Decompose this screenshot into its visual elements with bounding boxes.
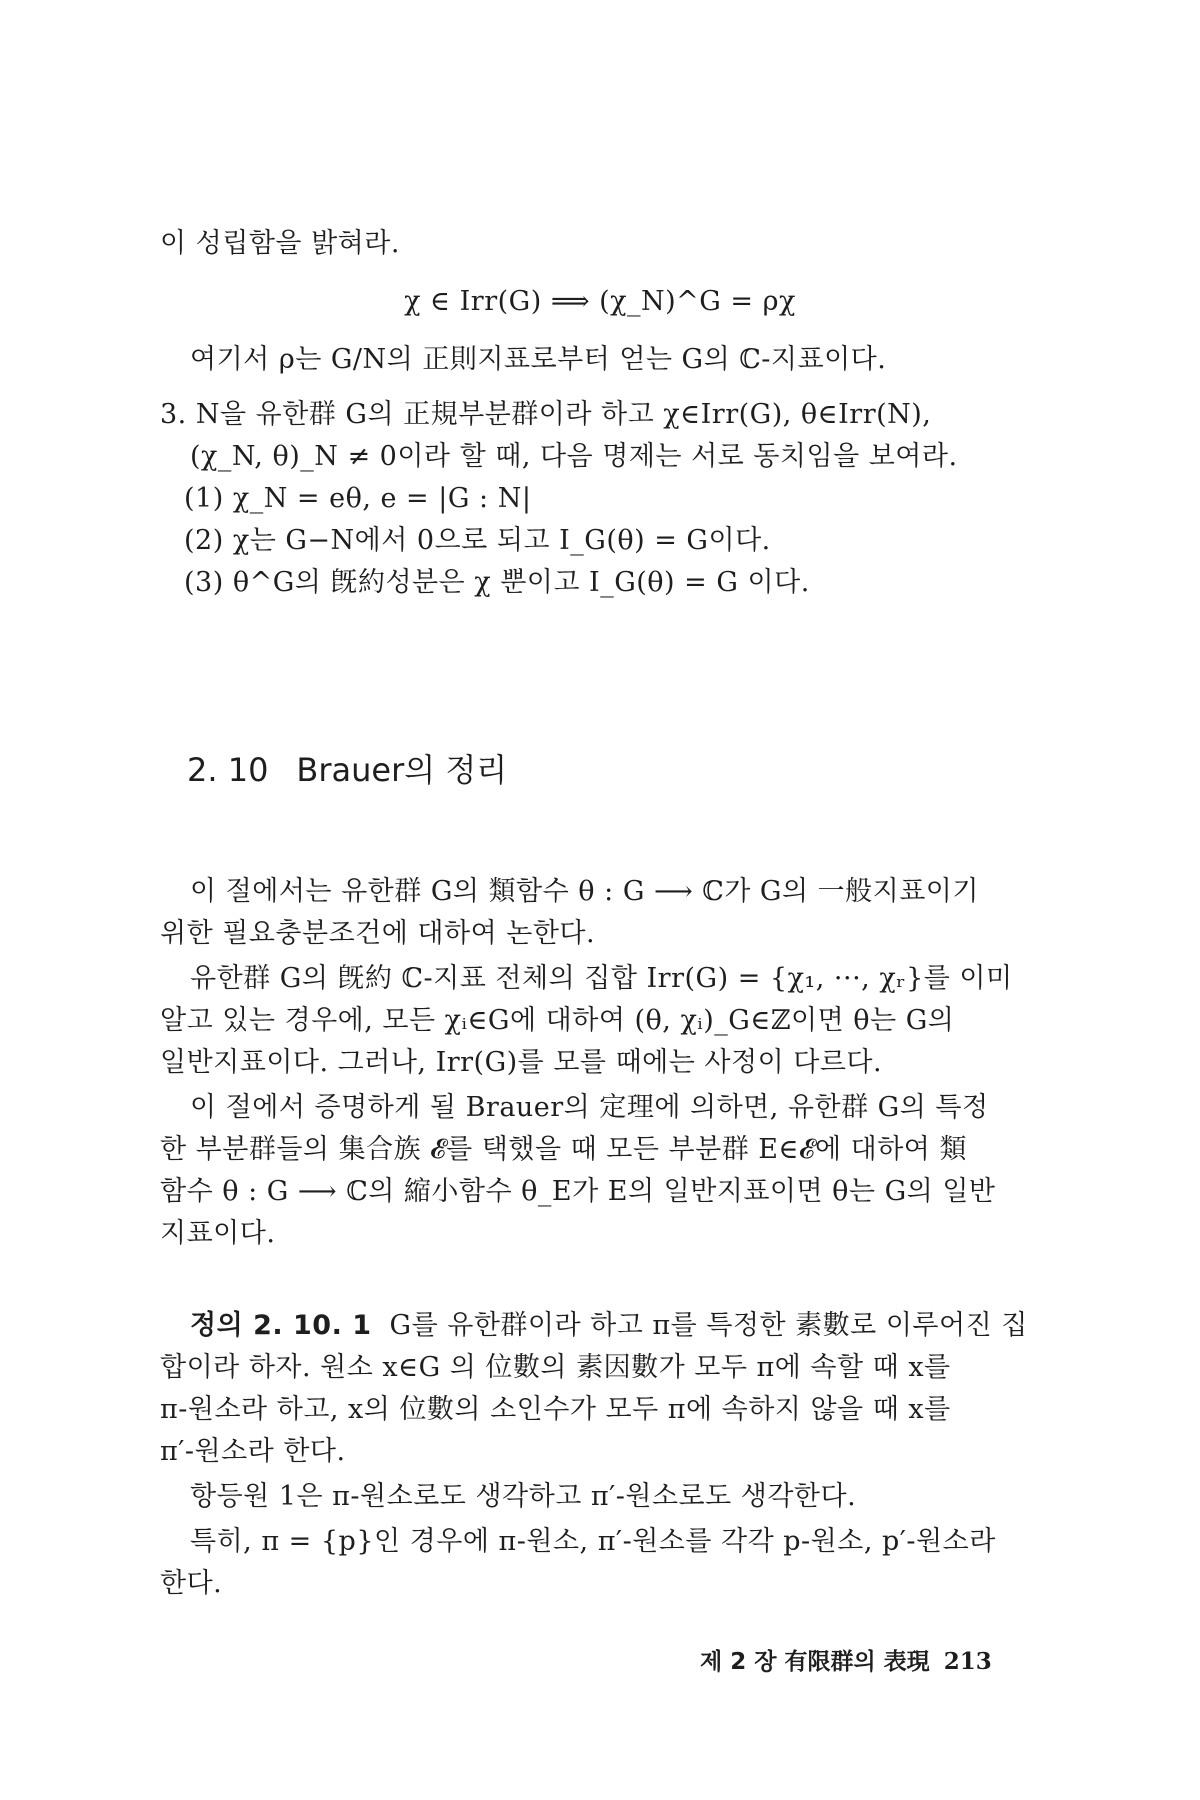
exercise-3-line-1: 3. N을 유한群 G의 正規부분群이라 하고 χ∈Irr(G), θ∈Irr(N),	[160, 399, 932, 430]
page-number: 213	[943, 1648, 992, 1675]
definition-line-6: 특히, π = {p}인 경우에 π-원소, π′-원소를 각각 p-원소, p′-원소라	[190, 1526, 996, 1557]
definition-line-4: π′-원소라 한다.	[160, 1436, 346, 1467]
definition-text-1: G를 유한群이라 하고 π를 특정한 素數로 이루어진 집	[389, 1310, 1028, 1341]
paragraph-3-line-1: 이 절에서 증명하게 될 Brauer의 定理에 의하면, 유한群 G의 특정	[190, 1092, 989, 1123]
exercise-3-item-3: (3) θ^G의 旣約성분은 χ 뿐이고 I_G(θ) = G 이다.	[184, 567, 810, 598]
paragraph-3-line-3: 함수 θ : G ⟶ ℂ의 縮小함수 θ_E가 E의 일반지표이면 θ는 G의 일반	[160, 1176, 996, 1207]
section-heading	[187, 748, 507, 792]
paragraph-2-line-2: 알고 있는 경우에, 모든 χᵢ∈G에 대하여 (θ, χᵢ)_G∈ℤ이면 θ는 G의	[160, 1005, 955, 1036]
definition-line-1	[190, 1306, 1028, 1346]
paragraph-2-line-3: 일반지표이다. 그러나, Irr(G)를 모를 때에는 사정이 다르다.	[160, 1047, 883, 1078]
rho-note: 여기서 ρ는 G/N의 正則지표로부터 얻는 G의 ℂ-지표이다.	[190, 344, 887, 375]
paragraph-1-line-2: 위한 필요충분조건에 대하여 논한다.	[160, 918, 596, 949]
exercise-3-item-2: (2) χ는 G−N에서 0으로 되고 I_G(θ) = G이다.	[184, 525, 771, 556]
exercise-3-line-2: (χ_N, θ)_N ≠ 0이라 할 때, 다음 명제는 서로 동치임을 보여라.	[190, 441, 958, 472]
chapter-title: 제 2 장 有限群의 表現	[700, 1649, 930, 1675]
running-footer	[700, 1645, 992, 1679]
paragraph-3-line-2: 한 부분群들의 集合族 𝓔를 택했을 때 모든 부분群 E∈𝓔에 대하여 類	[160, 1134, 967, 1165]
paragraph-1-line-1: 이 절에서는 유한群 G의 類함수 θ : G ⟶ ℂ가 G의 一般지표이기	[190, 876, 979, 907]
definition-line-3: π-원소라 하고, x의 位數의 소인수가 모두 π에 속하지 않을 때 x를	[160, 1394, 951, 1425]
definition-line-2: 합이라 하자. 원소 x∈G 의 位數의 素因數가 모두 π에 속할 때 x를	[160, 1352, 951, 1383]
paragraph-2-line-1: 유한群 G의 旣約 ℂ-지표 전체의 집합 Irr(G) = {χ₁, ···, χᵣ}를 이미	[190, 963, 1013, 994]
exercise-3-item-1: (1) χ_N = eθ, e = |G : N|	[184, 483, 532, 514]
section-title: Brauer의 정리	[296, 751, 508, 789]
definition-label: 정의 2. 10. 1	[190, 1310, 372, 1341]
intro-line: 이 성립함을 밝혀라.	[160, 228, 400, 259]
display-formula: χ ∈ Irr(G) ⟹ (χ_N)^G = ρχ	[404, 286, 796, 317]
definition-line-7: 한다.	[160, 1568, 223, 1599]
paragraph-3-line-4: 지표이다.	[160, 1218, 276, 1249]
section-number: 2. 10	[187, 751, 269, 789]
definition-line-5: 항등원 1은 π-원소로도 생각하고 π′-원소로도 생각한다.	[190, 1481, 857, 1512]
